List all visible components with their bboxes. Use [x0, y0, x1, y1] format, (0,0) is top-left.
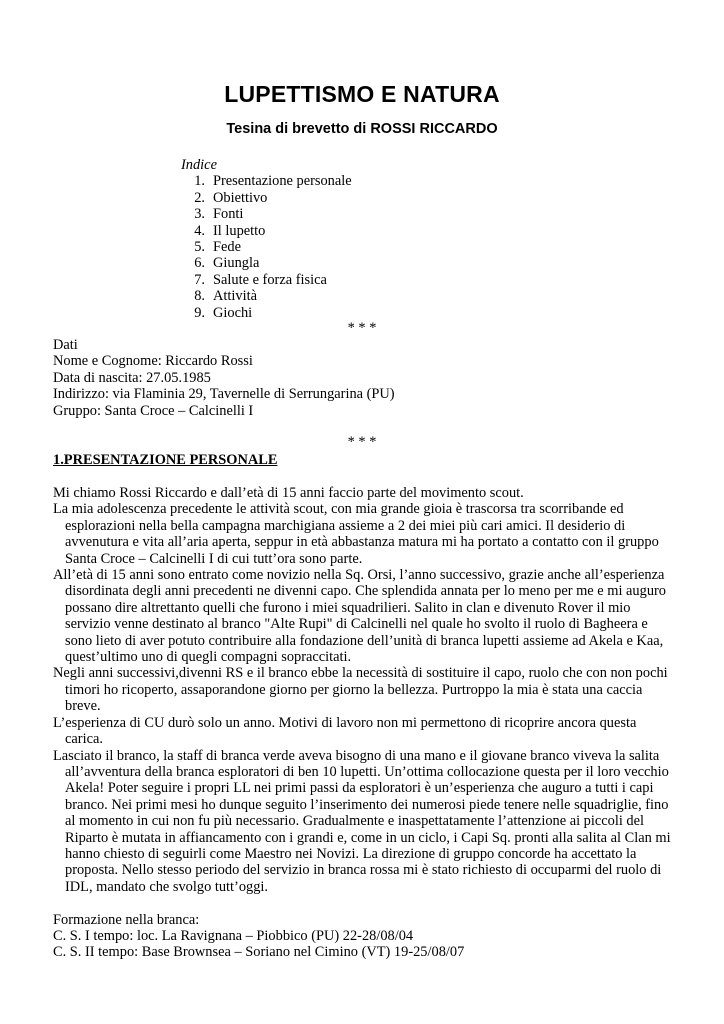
index-item-label: Giungla — [213, 255, 260, 272]
data-address-line: Indirizzo: via Flaminia 29, Tavernelle di Serrungarina (PU) — [53, 386, 395, 403]
data-group-line: Gruppo: Santa Croce – Calcinelli I — [53, 402, 254, 419]
body-paragraph: La mia adolescenza precedente le attività scout, con mia grande gioia è trascorsa tra scorribande ed esplorazioni nella bella campagna marchigiana assieme a 2 dei miei più cari amici. Il desiderio di avvenutura e vita all’aria aperta, seppur in età abbastanza matura mi ha portato a contatto con il gruppo Santa Croce – Calcinelli I di cui tutt’ora sono parte. — [53, 501, 659, 567]
index-item — [181, 173, 481, 189]
index-item-number: 2. — [194, 189, 205, 206]
index-list — [181, 173, 481, 321]
body-paragraph: L’esperienza di CU durò solo un anno. Motivi di lavoro non mi permettono di ricoprire ancora questa carica. — [53, 714, 637, 748]
index-item — [181, 239, 481, 255]
index-item — [181, 223, 481, 239]
training-heading: Formazione nella branca: — [53, 911, 200, 928]
table-of-contents — [181, 157, 481, 321]
index-item-number: 5. — [194, 239, 205, 256]
data-heading: Dati — [53, 337, 78, 353]
body-paragraph: Negli anni successivi,divenni RS e il branco ebbe la necessità di sostituire il capo, ruolo che con non pochi timori ho ricoperto, assaporandone giorno per giorno la bellezza. Purtroppo la mia è stata una caccia breve. — [53, 665, 668, 715]
index-item-number: 4. — [194, 222, 205, 239]
body-paragraph: Lasciato il branco, la staff di branca verde aveva bisogno di una mano e il giovane branco viveva la salita all’avventura della branca esploratori di ben 10 lupetti. Un’ottima collocazione questa per il loro vecchio Akela! Poter seguire i propri LL nei primi passi da esploratori è un’esperienza che auguro a tutti i capi branco. Nei primi mesi ho dunque seguito l’inserimento dei numerosi piede tenere nelle squadriglie, fino al momento in cui non fu più necessario. Gradualmente e inaspettatamente l’attenzione ai piccoli del Riparto è mutata in affiancamento con i grandi e, come in un ciclo, i Capi Sq. pronti alla salita al Clan mi hanno chiesto di seguirli come Maestro nei Novizi. La direzione di gruppo concorde ha accettato la proposta. Nello stesso periodo del servizio in branca rossa mi è stato richiesto di occuparmi del ruolo di IDL, mandato che svolgo tutt’oggi. — [53, 747, 671, 895]
section-body — [53, 485, 673, 961]
index-item-label: Attività — [213, 288, 257, 305]
index-item-label: Salute e forza fisica — [213, 271, 327, 288]
index-title: Indice — [181, 157, 217, 173]
index-item-number: 3. — [194, 206, 205, 223]
body-paragraph: Mi chiamo Rossi Riccardo e dall’età di 15 anni faccio parte del movimento scout. — [53, 485, 524, 501]
index-item-number: 7. — [194, 271, 205, 288]
index-item — [181, 255, 481, 271]
index-item-label: Fonti — [213, 206, 244, 223]
index-item-label: Presentazione personale — [213, 173, 352, 190]
index-item-label: Giochi — [213, 304, 253, 321]
section-separator: * * * — [347, 320, 377, 336]
section-heading: 1.PRESENTAZIONE PERSONALE — [53, 452, 278, 468]
body-paragraph: All’età di 15 anni sono entrato come novizio nella Sq. Orsi, l’anno successivo, grazie anche all’esperienza disordinata degli anni precedenti ne divenni capo. Che splendida annata per lo meno per me e mi auguro possano dire altrettanto quelli che furono i miei squadrilieri. Salito in clan e divenuto Rover il mio servizio venne destinato al branco "Alte Rupi" di Calcinelli nel quale ho svolto il ruolo di Bagheera e sono lieto di aver potuto contribuire alla fondazione dell’unità di branca lupetti assieme ad Akela e Kaa, quest’ultimo uno di quegli compagni sopraccitati. — [53, 567, 667, 666]
index-item — [181, 272, 481, 288]
data-birth-line: Data di nascita: 27.05.1985 — [53, 369, 211, 386]
training-item: C. S. II tempo: Base Brownsea – Soriano nel Cimino (VT) 19-25/08/07 — [53, 944, 465, 961]
document-subtitle: Tesina di brevetto di ROSSI RICCARDO — [226, 121, 498, 137]
index-item-number: 9. — [194, 304, 205, 321]
paragraph-spacer — [53, 895, 673, 911]
index-item — [181, 206, 481, 222]
index-item-number: 8. — [194, 288, 205, 305]
section-separator: * * * — [347, 434, 377, 450]
index-item — [181, 190, 481, 206]
personal-data — [53, 337, 673, 419]
training-item: C. S. I tempo: loc. La Ravignana – Piobbico (PU) 22-28/08/04 — [53, 927, 414, 944]
index-item — [181, 288, 481, 304]
index-item-number: 6. — [194, 255, 205, 272]
document-title: LUPETTISMO E NATURA — [224, 81, 500, 107]
index-item-label: Obiettivo — [213, 189, 268, 206]
index-item-label: Fede — [213, 239, 241, 256]
index-item-label: Il lupetto — [213, 222, 266, 239]
data-name-line: Nome e Cognome: Riccardo Rossi — [53, 353, 253, 370]
index-item-number: 1. — [194, 173, 205, 190]
index-item — [181, 305, 481, 321]
